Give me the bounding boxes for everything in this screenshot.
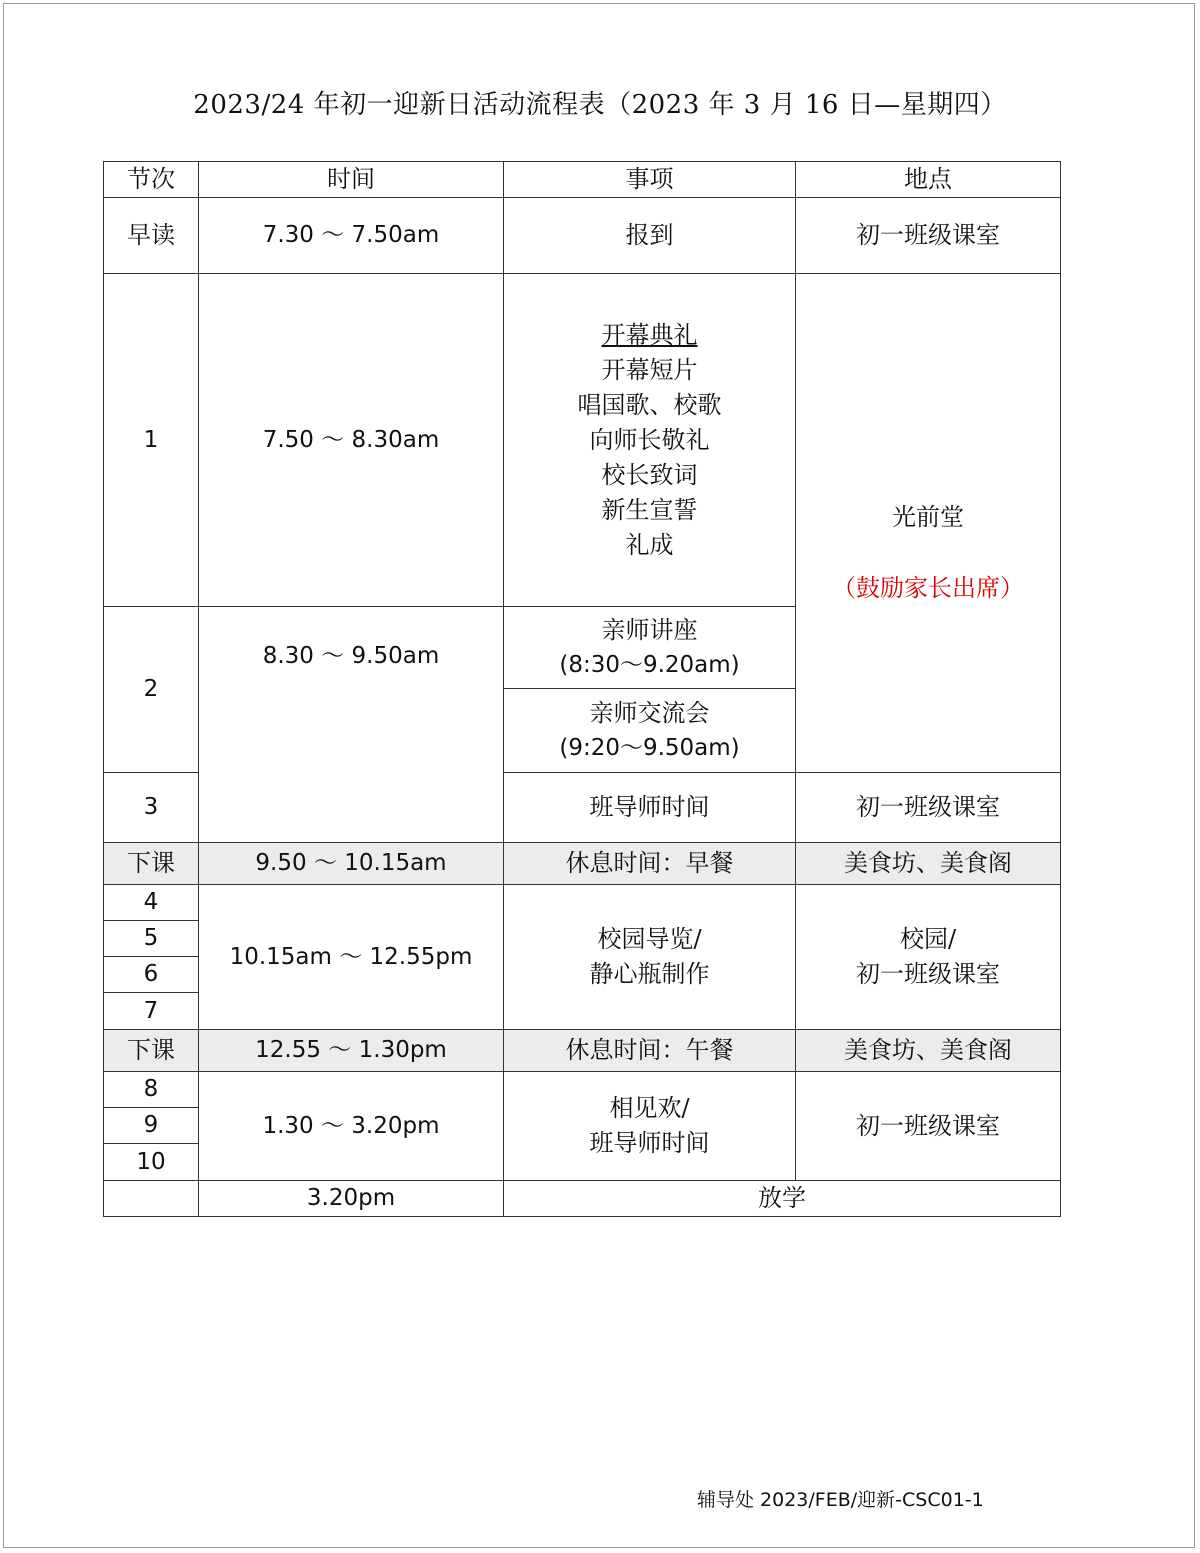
time-cell: 9.50 ～ 10.15am [199,843,504,885]
place-cell [796,274,1061,773]
period-cell: 10 [104,1144,199,1181]
document-code: 辅导处 2023/FEB/迎新-CSC01-1 [697,1489,984,1511]
time-cell: 12.55 ～ 1.30pm [199,1030,504,1072]
item-cell: 休息时间：午餐 [504,1030,796,1072]
item-line: 相见欢/ [609,1094,690,1122]
period-cell: 6 [104,957,199,993]
item-cell [504,885,796,1030]
period-cell: 早读 [104,198,199,274]
page-title: 2023/24 年初一迎新日活动流程表（2023 年 3 月 16 日—星期四） [193,90,1007,120]
period-cell: 7 [104,993,199,1030]
time-cell: 8.30 ～ 9.50am [199,607,504,843]
place-cell: 初一班级课室 [796,198,1061,274]
period-cell: 8 [104,1072,199,1108]
time-cell: 3.20pm [199,1181,504,1217]
table-row [104,885,1061,921]
period-cell: 下课 [104,1030,199,1072]
place-note: （鼓励家长出席） [832,574,1024,602]
place-cell: 美食坊、美食阁 [796,843,1061,885]
program-line: 向师长敬礼 [589,425,710,454]
break-row [104,843,1061,885]
table-header-row [104,162,1061,198]
item-title: 亲师交流会 [589,698,710,727]
item-cell: 班导师时间 [504,773,796,843]
period-cell: 2 [104,607,199,773]
header-period: 节次 [104,162,199,198]
period-cell: 9 [104,1108,199,1144]
place-cell: 美食坊、美食阁 [796,1030,1061,1072]
item-line: 校园导览/ [597,925,702,953]
item-cell: 报到 [504,198,796,274]
time-cell: 1.30 ～ 3.20pm [199,1072,504,1181]
item-cell [504,607,796,689]
item-cell: 休息时间：早餐 [504,843,796,885]
item-cell: 放学 [504,1181,1061,1217]
period-cell: 下课 [104,843,199,885]
place-name: 光前堂 [892,503,964,531]
period-cell: 3 [104,773,199,843]
opening-ceremony-title: 开幕典礼 [601,320,698,349]
program-line: 校长致词 [601,460,698,489]
header-place: 地点 [796,162,1061,198]
program-line: 唱国歌、校歌 [577,390,722,419]
period-cell: 1 [104,274,199,607]
item-cell [504,689,796,773]
item-line: 静心瓶制作 [589,960,710,988]
item-line: 班导师时间 [589,1129,710,1157]
place-cell [796,885,1061,1030]
place-line: 校园/ [899,925,957,953]
time-cell: 7.30 ～ 7.50am [199,198,504,274]
program-line: 开幕短片 [601,355,698,384]
item-cell [504,274,796,607]
place-line: 初一班级课室 [856,960,1000,988]
item-time: (9:20～9.50am) [559,734,740,761]
period-cell: 5 [104,921,199,957]
item-cell [504,1072,796,1181]
time-cell: 7.50 ～ 8.30am [199,274,504,607]
table-row [104,274,1061,607]
schedule-table [103,161,1061,1217]
table-row [104,1072,1061,1108]
table-row [104,198,1061,274]
header-item: 事项 [504,162,796,198]
period-cell: 4 [104,885,199,921]
program-line: 新生宣誓 [601,495,698,524]
break-row [104,1030,1061,1072]
program-line: 礼成 [625,530,674,559]
table-row [104,1181,1061,1217]
period-cell [104,1181,199,1217]
place-cell: 初一班级课室 [796,773,1061,843]
place-cell: 初一班级课室 [796,1072,1061,1181]
time-cell: 10.15am ～ 12.55pm [199,885,504,1030]
item-time: (8:30～9.20am) [559,651,740,678]
item-title: 亲师讲座 [601,615,698,644]
header-time: 时间 [199,162,504,198]
